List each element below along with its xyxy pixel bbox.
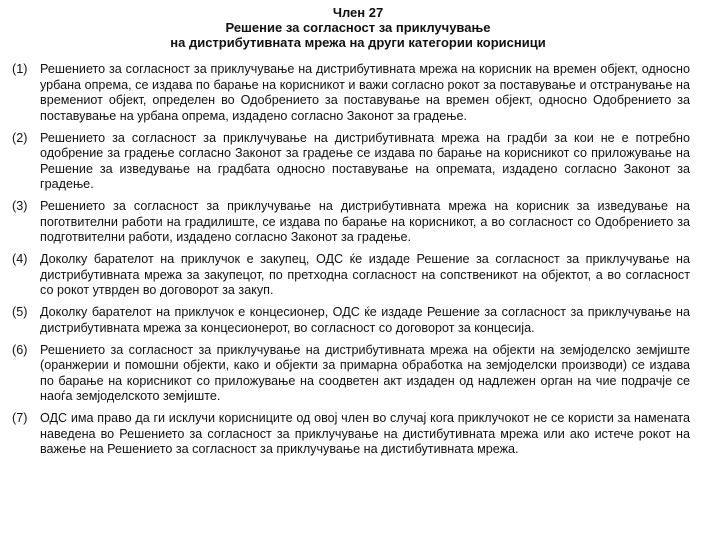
paragraph-text: ОДС има право да ги исклучи корисниците од овој член во случај кога приклучокот не се користи за намената наведена во Решението за согласност за приклучување на дистибутивната мрежа или ако истече рокот на важење на Решението за согласност за приклучување на дистибутивната мрежа. xyxy=(40,411,690,456)
paragraph-text: Доколку барателот на приклучок е концесионер, ОДС ќе издаде Решение за согласност за приклучување на дистрибутивната мрежа за концесионерот, во согласност со договорот за концесија. xyxy=(40,305,690,335)
paragraph-text: Решението за согласност за приклучување на дистрибутивната мрежа на корисник на времен објект, односно урбана опрема, се издава по барање на корисникот и важи согласно рокот за поставување и отстранување на времениот објект, определен во Одобрението за поставување на времен објект, односно Одобрението за поставување на урбана опрема, издадено согласно Законот за градење. xyxy=(40,62,690,123)
article-number: Член 27 xyxy=(332,5,384,20)
paragraph-number: (7) xyxy=(12,411,28,425)
paragraph-number: (3) xyxy=(12,199,28,213)
paragraph-number: (5) xyxy=(12,305,28,319)
article-title-line-2: на дистрибутивната мрежа на други категории корисници xyxy=(170,35,546,50)
paragraph-list xyxy=(12,62,692,458)
paragraph-number: (2) xyxy=(12,130,28,145)
paragraph-text: Решението за согласност за приклучување на дистрибутивната мрежа на корисник за изведување на поготвителни работи на градилиште, се издава по барање на корисникот, а во согласност со Одобрението за подготвителни работи, издадено согласно Законот за градење. xyxy=(40,199,690,244)
paragraph-7 xyxy=(12,411,692,458)
paragraph-1 xyxy=(12,62,692,124)
paragraph-3 xyxy=(12,199,692,246)
paragraph-text: Решението за согласност за приклучување на дистрибутивната мрежа на објекти на земјоделско земјиште (оранжерии и помошни објекти, како и објекти за примарна обработка на земјоделски производи) се издава по барање на корисникот со приложување на соодветен акт издаден од надлежен орган на чие подрачје се наоѓа земјоделското земјиште. xyxy=(40,342,690,403)
paragraph-6 xyxy=(12,343,692,405)
paragraph-text: Решението за согласност за приклучување на дистрибутивната мрежа на градби за кои не е потребно одобрение за градење согласно Законот за градење се издава по барање на корисникот со приложување на Решение за изведување на градбата односно поставување на опремата, издадено согласно Законот за градење. xyxy=(40,130,690,191)
article-title-line-1: Решение за согласност за приклучување xyxy=(225,20,491,35)
paragraph-number: (4) xyxy=(12,252,28,266)
paragraph-2 xyxy=(12,131,692,193)
paragraph-text: Доколку барателот на приклучок е закупец, ОДС ќе издаде Решение за согласност за приклучување на дистрибутивната мрежа за закупецот, по претходна согласност на сопственикот на објектот, а во согласност со рокот утврден во договорот за закуп. xyxy=(40,252,690,297)
paragraph-5 xyxy=(12,305,692,336)
paragraph-4 xyxy=(12,252,692,299)
paragraph-number: (6) xyxy=(12,342,28,357)
article-header xyxy=(24,5,692,50)
paragraph-number: (1) xyxy=(12,62,28,76)
